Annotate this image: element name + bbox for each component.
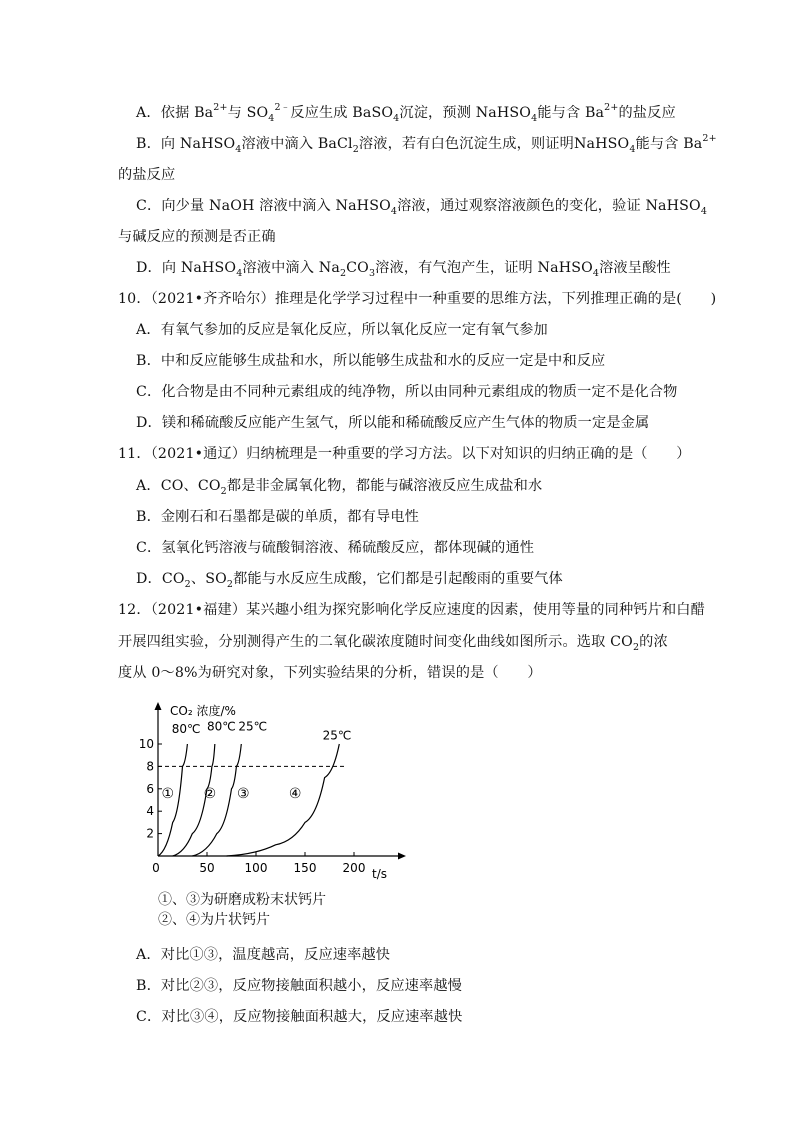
q11-option-b: B．金刚石和石墨都是碳的单质，都有导电性 (136, 509, 419, 525)
curve-temp-label: 80℃ (171, 721, 201, 736)
x-tick-label: 200 (342, 861, 366, 875)
q12-stem-line1: 12．（2021•福建）某兴趣小组为探究影响化学反应速度的因素，使用等量的同种钙片和白醋 (118, 602, 705, 618)
q10-option-a: A．有氧气参加的反应是氧化反应，所以氧化反应一定有氧气参加 (136, 322, 548, 338)
curve-3 (192, 744, 241, 856)
q10-option-c: C．化合物是由不同种元素组成的纯净物，所以由同种元素组成的物质一定不是化合物 (136, 384, 678, 400)
co2-concentration-chart (130, 696, 420, 886)
chart-caption-powder: ①、③为研磨成粉末状钙片 (158, 892, 326, 908)
y-axis-arrow (155, 702, 162, 710)
q9-option-c-line1: C．向少量 NaOH 溶液中滴入 NaHSO$_4$溶液，通过观察溶液颜色的变化，验证 NaHSO$_4$ (136, 198, 708, 217)
q10-option-d: D．镁和稀硫酸反应能产生氢气，所以能和稀硫酸反应产生气体的物质一定是金属 (136, 415, 650, 431)
y-tick-label: 8 (146, 759, 154, 774)
q11-stem: 11．（2021•通辽）归纳梳理是一种重要的学习方法。以下对知识的归纳正确的是（ ） (118, 446, 691, 462)
x-tick-label: 0 (152, 861, 160, 875)
q10-stem: 10．（2021•齐齐哈尔）推理是化学学习过程中一种重要的思维方法，下列推理正确的是( ) (118, 291, 717, 307)
y-axis-label: CO₂ 浓度/% (170, 704, 236, 718)
chart-svg (130, 696, 420, 886)
q11-option-a: A．CO、$CO_2$都是非金属氧化物，都能与碱溶液反应生成盐和水 (136, 478, 543, 497)
curve-temp-label: 80℃ (207, 719, 236, 734)
q11-option-d: D．$CO_2$、$SO_2$都能与水反应生成酸，它们都是引起酸雨的重要气体 (136, 571, 563, 590)
curve-temp-label: 25℃ (322, 728, 352, 743)
curve-number-label: ② (203, 785, 217, 802)
x-axis-arrow (398, 853, 406, 860)
curve-number-label: ③ (236, 785, 250, 802)
q9-option-b-line2: 的盐反应 (118, 167, 176, 183)
curve-number-label: ④ (288, 785, 302, 802)
y-tick-label: 2 (146, 826, 154, 841)
y-tick-label: 10 (138, 737, 154, 751)
chart-caption-tablet: ②、④为片状钙片 (158, 912, 270, 928)
q12-option-a: A．对比①③，温度越高，反应速率越快 (136, 947, 391, 963)
x-axis-label: t/s (372, 867, 387, 881)
x-tick-label: 100 (244, 861, 268, 875)
q12-option-b: B．对比②③，反应物接触面积越小，反应速率越慢 (136, 978, 463, 994)
curve-temp-label: 25℃ (238, 719, 268, 734)
q12-stem-line3: 度从 0～8%为研究对象，下列实验结果的分析，错误的是（ ） (118, 665, 542, 681)
q11-option-c: C．氢氧化钙溶液与硫酸铜溶液、稀硫酸反应，都体现碱的通性 (136, 540, 535, 556)
y-tick-label: 4 (146, 804, 154, 819)
q9-option-d: D．向 NaHSO$_4$溶液中滴入 $Na_2CO_3$溶液，有气泡产生，证明 NaHSO$_4$溶液呈酸性 (136, 260, 671, 279)
q9-option-b-line1: B．向 NaHSO$_4$溶液中滴入 BaCl$_2$溶液，若有白色沉淀生成，则证明NaHSO$_4$能与含 $Ba^{2+}$ (136, 133, 717, 155)
q12-option-c: C．对比③④，反应物接触面积越大，反应速率越快 (136, 1009, 463, 1025)
q9-option-c-line2: 与碱反应的预测是否正确 (118, 229, 276, 245)
q12-stem-line2: 开展四组实验，分别测得产生的二氧化碳浓度随时间变化曲线如图所示。选取 $CO_2$的浓 (118, 634, 668, 653)
curve-number-label: ① (161, 785, 175, 802)
q9-option-a: A．依据 $Ba^{2+}$与 $SO_4^{2﹣}$反应生成 BaSO$_4$沉淀，预测 NaHSO$_4$能与含 $Ba^{2+}$的盐反应 (136, 102, 676, 124)
y-tick-label: 6 (146, 781, 154, 796)
x-tick-label: 150 (293, 861, 317, 875)
x-tick-label: 50 (199, 861, 215, 875)
q10-option-b: B．中和反应能够生成盐和水，所以能够生成盐和水的反应一定是中和反应 (136, 353, 606, 369)
